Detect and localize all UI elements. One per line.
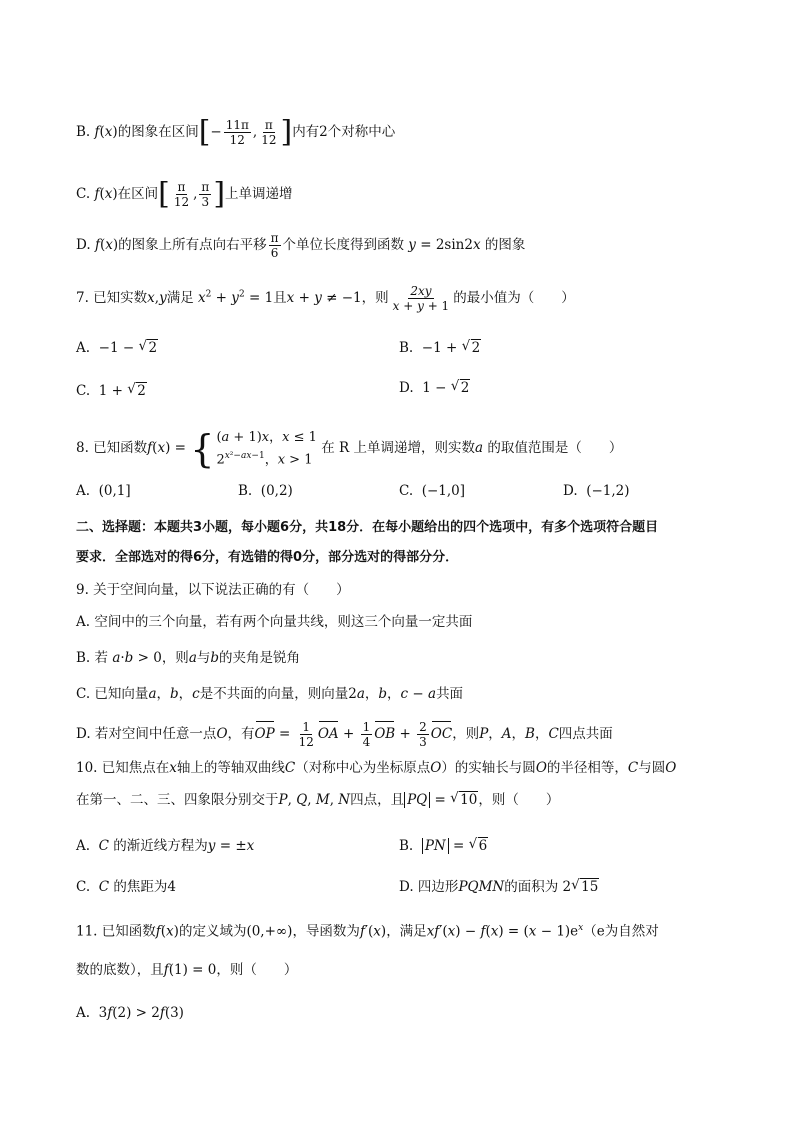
fraction: $\frac{\pi}{12}$ xyxy=(261,118,277,147)
question-7-stem: 7. 已知实数x,y满足 $x^2 + y^2 = 1$且x + y ≠ −1，则 $\frac{2xy}{x + y + 1}$ 的最小值为（ ） xyxy=(76,284,575,313)
q10-option-d: D. 四边形PQMN的面积为 2√ 15 xyxy=(399,877,599,897)
question-10-stem: 10. 已知焦点在x轴上的等轴双曲线C（对称中心为坐标原点O）的实轴长与圆O的半径相等，C与圆O xyxy=(76,760,677,776)
question-11-stem-cont: 数的底数），且f(1) = 0，则（ ） xyxy=(76,962,298,978)
q9-option-b: B. 若 a·b > 0，则a与b的夹角是锐角 xyxy=(76,650,301,666)
q6-option-d: D. f(x)的图象上所有点向右平移 $\frac{\pi}{6}$ 个单位长度得到函数 y = 2sin2x 的图象 xyxy=(76,231,526,260)
question-8-stem: 8. 已知函数f(x) = { (a + 1)x，x ≤ 1 $2^{x^2-ax-1}$，x > 1 在 R 上单调递增，则实数a 的取值范围是（ ） xyxy=(76,426,623,471)
fraction: $\frac{\pi}{12}$ xyxy=(173,180,190,209)
question-9-stem: 9. 关于空间向量，以下说法正确的有（ ） xyxy=(76,582,350,598)
fraction: $\frac{2xy}{x + y + 1}$ xyxy=(392,284,450,313)
section-2-heading-cont: 要求．全部选对的得6分，有选错的得0分，部分选对的得部分分． xyxy=(76,550,459,565)
fraction: $\frac{\pi}{6}$ xyxy=(270,231,279,260)
q11-option-a: A. 3f(2) > 2f(3) xyxy=(76,1005,184,1021)
q8-option-d: D. (−1,2) xyxy=(563,483,630,499)
q9-option-c: C. 已知向量a，b，c是不共面的向量，则向量2a，b，c − a共面 xyxy=(76,686,464,702)
q8-option-a: A. (0,1] xyxy=(76,483,131,499)
q7-option-b: B. −1 + √ 2 xyxy=(399,338,481,358)
q9-option-a: A. 空间中的三个向量，若有两个向量共线，则这三个向量一定共面 xyxy=(76,614,473,630)
q10-option-c: C. C 的焦距为4 xyxy=(76,879,176,895)
q9-option-d: D. 若对空间中任意一点O，有OP = $\frac{1}{12}$ OA + $\frac{1}{4}$ OB + $\frac{2}{3}$ OC，则P，A，B，C四点共面 xyxy=(76,720,613,749)
fraction: $\frac{11\pi}{12}$ xyxy=(225,118,249,147)
question-10-stem-cont: 在第一、二、三、四象限分别交于P, Q, M, N四点，且 PQ = √ 10，则（ ） xyxy=(76,790,559,810)
q6-option-c: C. f(x)在区间[ $\frac{\pi}{12}$ , $\frac{\pi}{3}$ ]上单调递增 xyxy=(76,176,293,212)
q7-option-a: A. −1 − √ 2 xyxy=(76,338,158,358)
section-2-heading: 二、选择题：本题共3小题，每小题6分，共18分．在每小题给出的四个选项中，有多个选项符合题目 xyxy=(76,520,659,535)
q10-option-a: A. C 的渐近线方程为y = ±x xyxy=(76,838,255,854)
q8-option-b: B. (0,2) xyxy=(238,483,293,499)
question-11-stem: 11. 已知函数f(x)的定义域为(0,+∞)，导函数为f′(x)，满足$xf'(x) - f(x) = (x - 1)e^x(e$为自然对 xyxy=(76,923,659,940)
piecewise-function: { (a + 1)x，x ≤ 1 $2^{x^2-ax-1}$，x > 1 xyxy=(190,426,317,471)
q6-option-b: B. f(x)的图象在区间[− $\frac{11\pi}{12}$ , $\frac{\pi}{12}$ ]内有2个对称中心 xyxy=(76,114,396,150)
option-label: B. xyxy=(76,124,91,140)
q8-option-c: C. (−1,0] xyxy=(399,483,466,499)
q10-option-b: B. PN = √ 6 xyxy=(399,836,488,856)
q7-option-d: D. 1 − √ 2 xyxy=(399,378,470,398)
fraction: $\frac{\pi}{3}$ xyxy=(201,180,210,209)
q7-option-c: C. 1 + √ 2 xyxy=(76,381,147,401)
